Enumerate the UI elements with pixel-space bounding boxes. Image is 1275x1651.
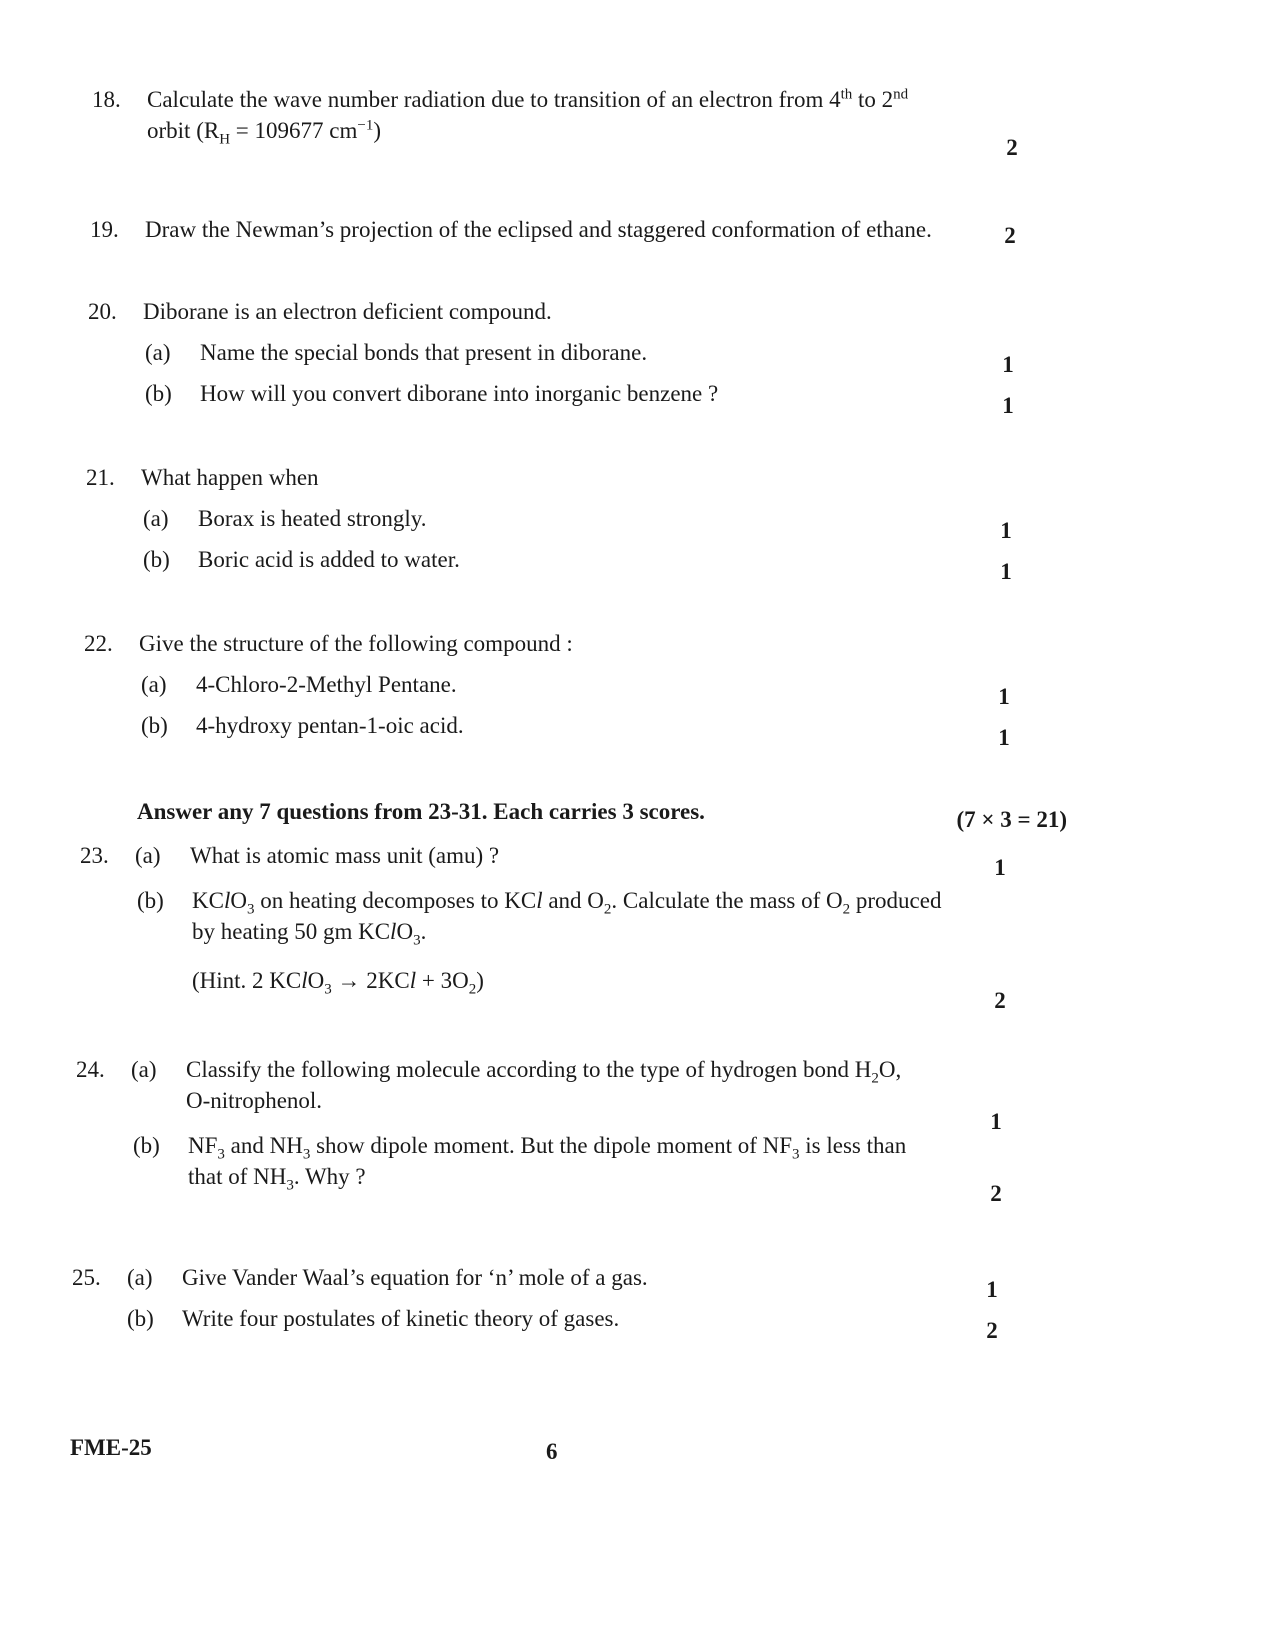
marks: 1	[990, 1109, 1002, 1134]
question-text: Draw the Newman’s projection of the eclipsed and staggered conformation of ethane.	[145, 217, 932, 242]
text-segment: Calculate the wave number radiation due to transition of an electron from 4	[147, 87, 841, 112]
subquestion-b	[141, 710, 1064, 751]
text-segment: )	[373, 118, 382, 144]
sub-text: How will you convert diborane into inorganic benzene ?	[200, 381, 719, 407]
question-21	[86, 462, 1066, 585]
paper-code: FME-25	[70, 1435, 152, 1460]
sub-label: (b)	[143, 547, 170, 573]
subquestion-a	[143, 503, 1066, 544]
question-19	[90, 214, 1070, 248]
marks: 1	[994, 855, 1006, 880]
marks: 1	[1000, 518, 1012, 544]
sub-label: (a)	[131, 1057, 157, 1082]
text-segment: O-nitrophenol.	[186, 1088, 323, 1114]
page-number: 6	[546, 1439, 558, 1464]
text-segment: to 2	[852, 87, 894, 112]
section-instruction: Answer any 7 questions from 23-31. Each carries 3 scores.	[137, 799, 705, 824]
text-segment: and O	[542, 888, 604, 914]
subscript: 3	[413, 932, 421, 949]
subscript: H	[219, 131, 231, 148]
sub-text: Borax is heated strongly.	[198, 506, 427, 532]
sub-label: (a)	[143, 506, 169, 532]
marks: 1	[1000, 559, 1012, 585]
marks: 2	[986, 1318, 998, 1344]
sub-text: What is atomic mass unit (amu) ?	[190, 843, 500, 868]
section-total: (7 × 3 = 21)	[956, 807, 1067, 832]
sub-text	[188, 1130, 1056, 1192]
subquestion-b	[133, 1130, 1056, 1207]
text-segment: .	[420, 919, 427, 945]
sub-text: Write four postulates of kinetic theory of gases.	[182, 1306, 620, 1332]
sub-text: 4-hydroxy pentan-1-oic acid.	[196, 713, 464, 739]
text-segment: = 109677 cm	[230, 118, 358, 144]
subscript: 2	[603, 901, 612, 918]
text-segment: )	[476, 968, 484, 994]
text-segment: produced	[850, 888, 942, 914]
marks: 1	[998, 684, 1010, 710]
italic-l: l	[409, 968, 417, 994]
question-number: 19.	[90, 217, 119, 242]
question-number: 20.	[88, 299, 117, 324]
subscript: 2	[842, 901, 851, 918]
question-24	[76, 1054, 1056, 1207]
marks: 1	[1002, 393, 1014, 419]
question-number: 25.	[72, 1265, 101, 1290]
italic-l: l	[301, 968, 308, 994]
question-25	[72, 1262, 1052, 1344]
sub-text	[192, 885, 1060, 996]
text-segment: (Hint. 2 KC	[192, 968, 302, 994]
text-segment: O	[307, 968, 325, 994]
text-segment: is less than	[799, 1133, 907, 1159]
sub-label: (b)	[127, 1306, 154, 1332]
text-segment: and NH	[224, 1133, 303, 1159]
superscript: −1	[357, 117, 374, 134]
sub-text	[186, 1054, 1056, 1116]
sub-label: (b)	[137, 888, 164, 914]
hint-line	[192, 965, 990, 996]
sub-label: (b)	[145, 381, 172, 407]
text-segment: . Calculate the mass of O	[611, 888, 843, 914]
subscript: 2	[468, 981, 477, 998]
text-segment: by heating 50 gm KC	[192, 919, 391, 945]
text-segment: NF	[188, 1133, 218, 1159]
question-20	[88, 296, 1068, 419]
question-text: What happen when	[141, 465, 319, 490]
question-text: Diborane is an electron deficient compound.	[143, 299, 552, 324]
sub-label: (a)	[145, 340, 171, 366]
subquestion-b	[145, 378, 1068, 419]
question-number: 21.	[86, 465, 115, 490]
question-number: 22.	[84, 631, 113, 656]
question-text: Give the structure of the following compound :	[139, 631, 573, 656]
marks: 1	[998, 725, 1010, 751]
sub-text: Name the special bonds that present in diborane.	[200, 340, 648, 366]
text-segment: orbit (R	[147, 118, 220, 144]
sub-label: (a)	[127, 1265, 153, 1290]
subscript: 3	[792, 1146, 800, 1163]
italic-l: l	[536, 888, 543, 914]
text-segment: KC	[192, 888, 224, 914]
sub-label: (b)	[133, 1133, 160, 1159]
text-segment: O	[396, 919, 414, 945]
sub-label: (b)	[141, 713, 168, 739]
subscript: 3	[217, 1146, 225, 1163]
question-text	[147, 84, 1072, 146]
marks: 2	[994, 988, 1006, 1014]
marks: 2	[1006, 135, 1018, 160]
italic-l: l	[223, 888, 231, 914]
subscript: 3	[246, 901, 255, 918]
marks: 1	[986, 1277, 998, 1302]
italic-l: l	[390, 919, 397, 945]
text-segment: show dipole moment. But the dipole moment of NF	[310, 1133, 793, 1159]
subquestion-a	[141, 669, 1064, 710]
subscript: 3	[286, 1177, 294, 1194]
sub-text: Give Vander Waal’s equation for ‘n’ mole of a gas.	[182, 1265, 648, 1290]
subquestion-b	[137, 885, 1060, 1014]
sub-text: Boric acid is added to water.	[198, 547, 460, 573]
text-segment: O,	[878, 1057, 902, 1082]
subscript: 3	[302, 1146, 311, 1163]
text-segment: → 2KC	[331, 968, 410, 994]
text-segment: O	[230, 888, 247, 914]
text-segment: that of NH	[188, 1164, 287, 1190]
question-23	[80, 840, 1060, 1014]
question-number: 23.	[80, 843, 109, 868]
sub-label: (a)	[135, 843, 161, 868]
subquestion-b	[127, 1303, 1052, 1344]
superscript: th	[840, 86, 853, 103]
superscript: nd	[893, 86, 909, 103]
marks: 2	[1004, 223, 1016, 248]
sub-text: 4-Chloro-2-Methyl Pentane.	[196, 672, 457, 698]
text-segment: . Why ?	[293, 1164, 366, 1190]
subscript: 3	[324, 981, 332, 998]
sub-label: (a)	[141, 672, 167, 698]
text-segment: on heating decomposes to KC	[254, 888, 537, 914]
section-heading	[137, 796, 1067, 832]
text-segment: + 3O	[416, 968, 469, 994]
question-22	[84, 628, 1064, 751]
question-18	[92, 84, 1072, 160]
text-segment: Classify the following molecule according to the type of hydrogen bond H	[186, 1057, 872, 1082]
marks: 1	[1002, 352, 1014, 378]
question-number: 18.	[92, 87, 121, 112]
marks: 2	[990, 1181, 1002, 1207]
question-number: 24.	[76, 1057, 105, 1082]
subscript: 2	[871, 1070, 879, 1087]
subquestion-b	[143, 544, 1066, 585]
subquestion-a	[145, 337, 1068, 378]
